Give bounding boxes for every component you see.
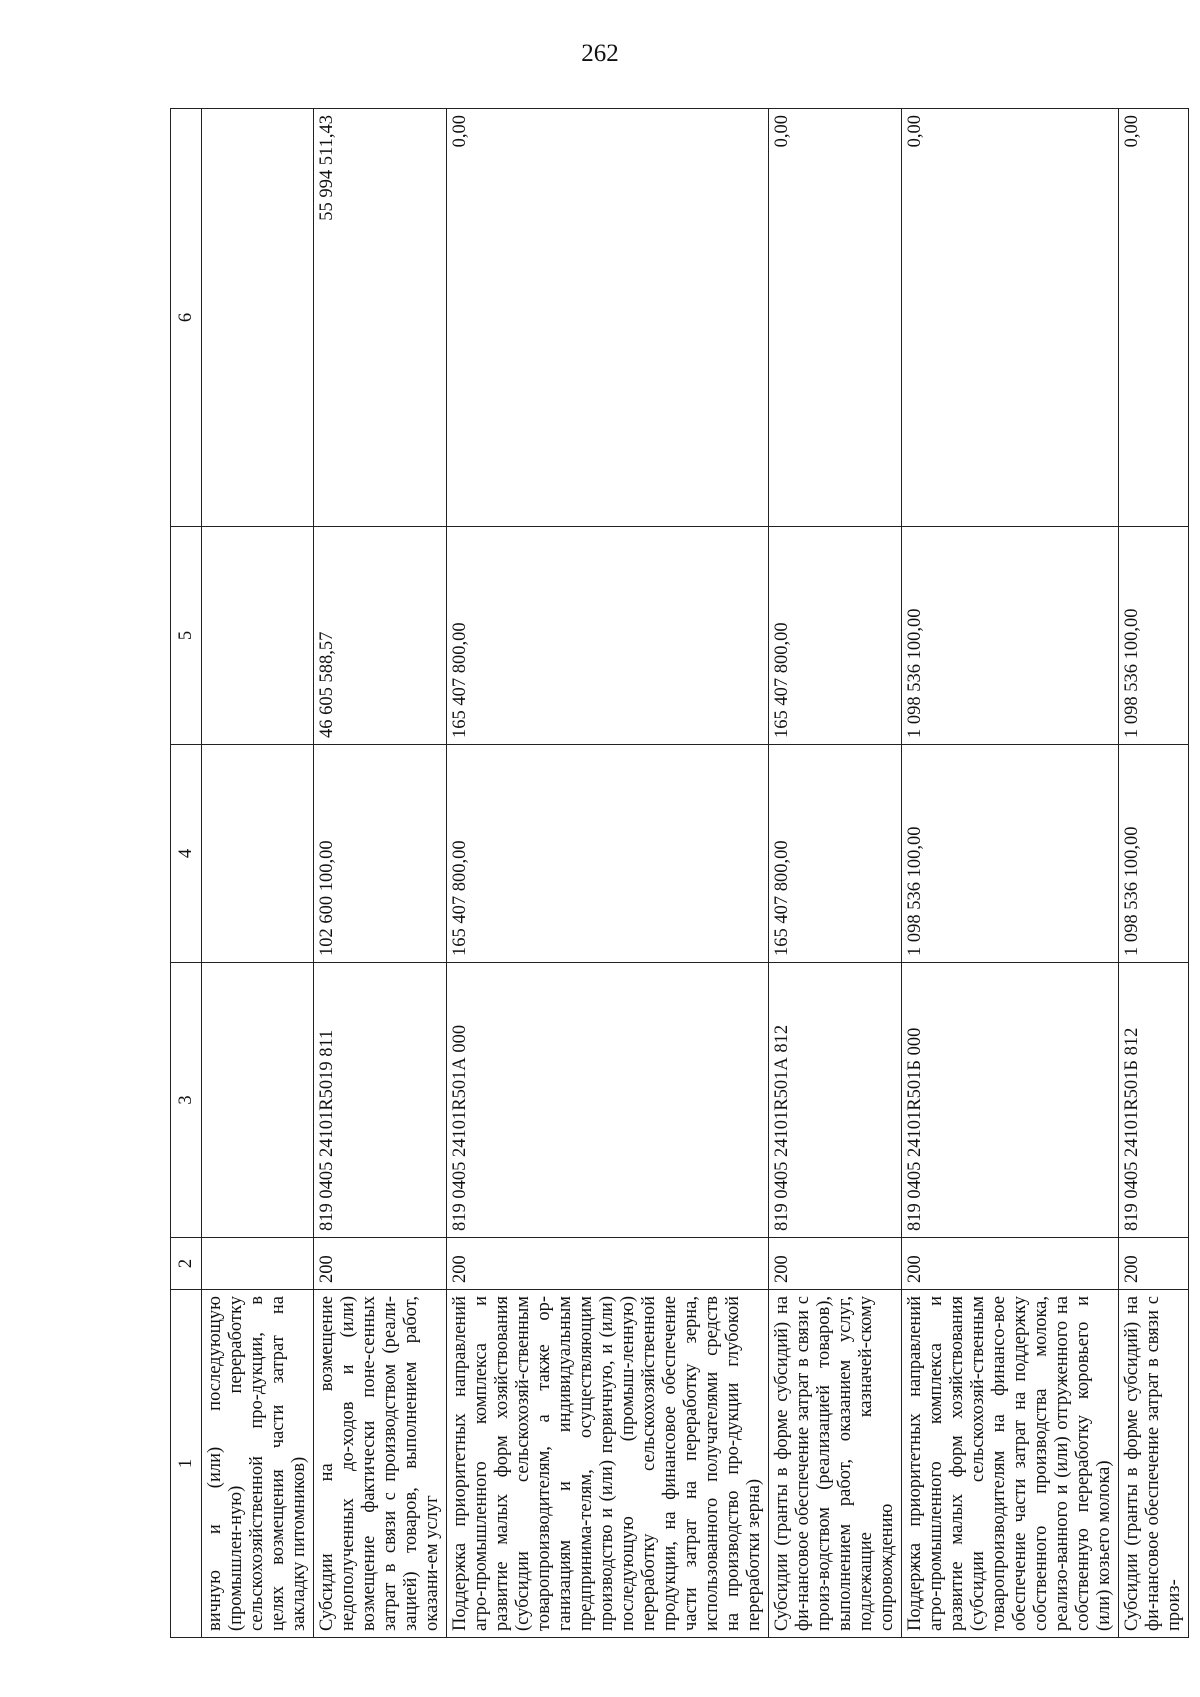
table-row [902, 109, 1119, 1638]
header-col-6: 6 [171, 109, 202, 527]
row-value4: 1 098 536 100,00 [1119, 745, 1189, 963]
header-col-1: 1 [171, 1290, 202, 1638]
row-code2 [202, 1238, 314, 1290]
header-col-3: 3 [171, 963, 202, 1238]
budget-table [170, 108, 1189, 1638]
row-value4: 165 407 800,00 [769, 745, 902, 963]
row-code2: 200 [314, 1238, 447, 1290]
row-code3 [202, 963, 314, 1238]
row-description: Субсидии на возмещение недополученных до-ходов и (или) возмещение фактически поне-сенных затрат в связи с производством (реали-зацией) товаров, выполнением работ, оказани-ем услуг [314, 1290, 447, 1638]
row-value6: 0,00 [1119, 109, 1189, 527]
table-row [447, 109, 769, 1638]
table-row [202, 109, 314, 1638]
row-description: Поддержка приоритетных направлений агро-промышленного комплекса и развитие малых форм хозяйствования (субсидии сельскохозяй-ственным товаропроизводителям на финансо-вое обеспечение части затрат на поддержку собственного производства молока, реализо-ванного и (или) отгруженного на собственную переработку коровьего и (или) козьего молока) [902, 1290, 1119, 1638]
row-description: Субсидии (гранты в форме субсидий) на фи-нансовое обеспечение затрат в связи с произ-водством (реализацией товаров), выполнением работ, оказанием услуг, подлежащие казначей-скому сопровождению [769, 1290, 902, 1638]
table-row [769, 109, 902, 1638]
row-value4: 1 098 536 100,00 [902, 745, 1119, 963]
row-description: Субсидии (гранты в форме субсидий) на фи-нансовое обеспечение затрат в связи с произ- [1119, 1290, 1189, 1638]
row-value5: 1 098 536 100,00 [1119, 527, 1189, 745]
row-value6: 55 994 511,43 [314, 109, 447, 527]
header-row [171, 109, 202, 1638]
row-description: Поддержка приоритетных направлений агро-промышленного комплекса и развитие малых форм хозяйствования (субсидии сельскохозяй-ственным товаропроизводителям, а также ор-ганизациям и индивидуальным предпринима-телям, осуществляющим производство и (или) первичную, и (или) последующую (промыш-ленную) переработку сельскохозяйственной продукции, на финансовое обеспечение части затрат на переработку зерна, использованного получателями средств на производство про-дукции глубокой переработки зерна) [447, 1290, 769, 1638]
row-code2: 200 [447, 1238, 769, 1290]
row-code3: 819 0405 24101R501Б 000 [902, 963, 1119, 1238]
row-value6: 0,00 [769, 109, 902, 527]
row-code3: 819 0405 24101R501Б 812 [1119, 963, 1189, 1238]
row-value6: 0,00 [447, 109, 769, 527]
row-value5: 1 098 536 100,00 [902, 527, 1119, 745]
page-number: 262 [581, 40, 619, 67]
row-description: вичную и (или) последующую (промышлен-ную) переработку сельскохозяйственной про-дукции, в целях возмещения части затрат на закладку питомников) [202, 1290, 314, 1638]
row-value5: 165 407 800,00 [447, 527, 769, 745]
row-value5: 46 605 588,57 [314, 527, 447, 745]
table-row [1119, 109, 1189, 1638]
table-row [314, 109, 447, 1638]
row-value5 [202, 527, 314, 745]
header-col-5: 5 [171, 527, 202, 745]
row-code3: 819 0405 24101R5019 811 [314, 963, 447, 1238]
row-value6: 0,00 [902, 109, 1119, 527]
row-code3: 819 0405 24101R501А 812 [769, 963, 902, 1238]
header-col-2: 2 [171, 1238, 202, 1290]
row-code3: 819 0405 24101R501А 000 [447, 963, 769, 1238]
header-col-4: 4 [171, 745, 202, 963]
row-value6 [202, 109, 314, 527]
row-code2: 200 [769, 1238, 902, 1290]
row-code2: 200 [1119, 1238, 1189, 1290]
row-value5: 165 407 800,00 [769, 527, 902, 745]
row-value4: 165 407 800,00 [447, 745, 769, 963]
rotated-table-container [170, 108, 1184, 1638]
row-code2: 200 [902, 1238, 1119, 1290]
row-value4: 102 600 100,00 [314, 745, 447, 963]
row-value4 [202, 745, 314, 963]
